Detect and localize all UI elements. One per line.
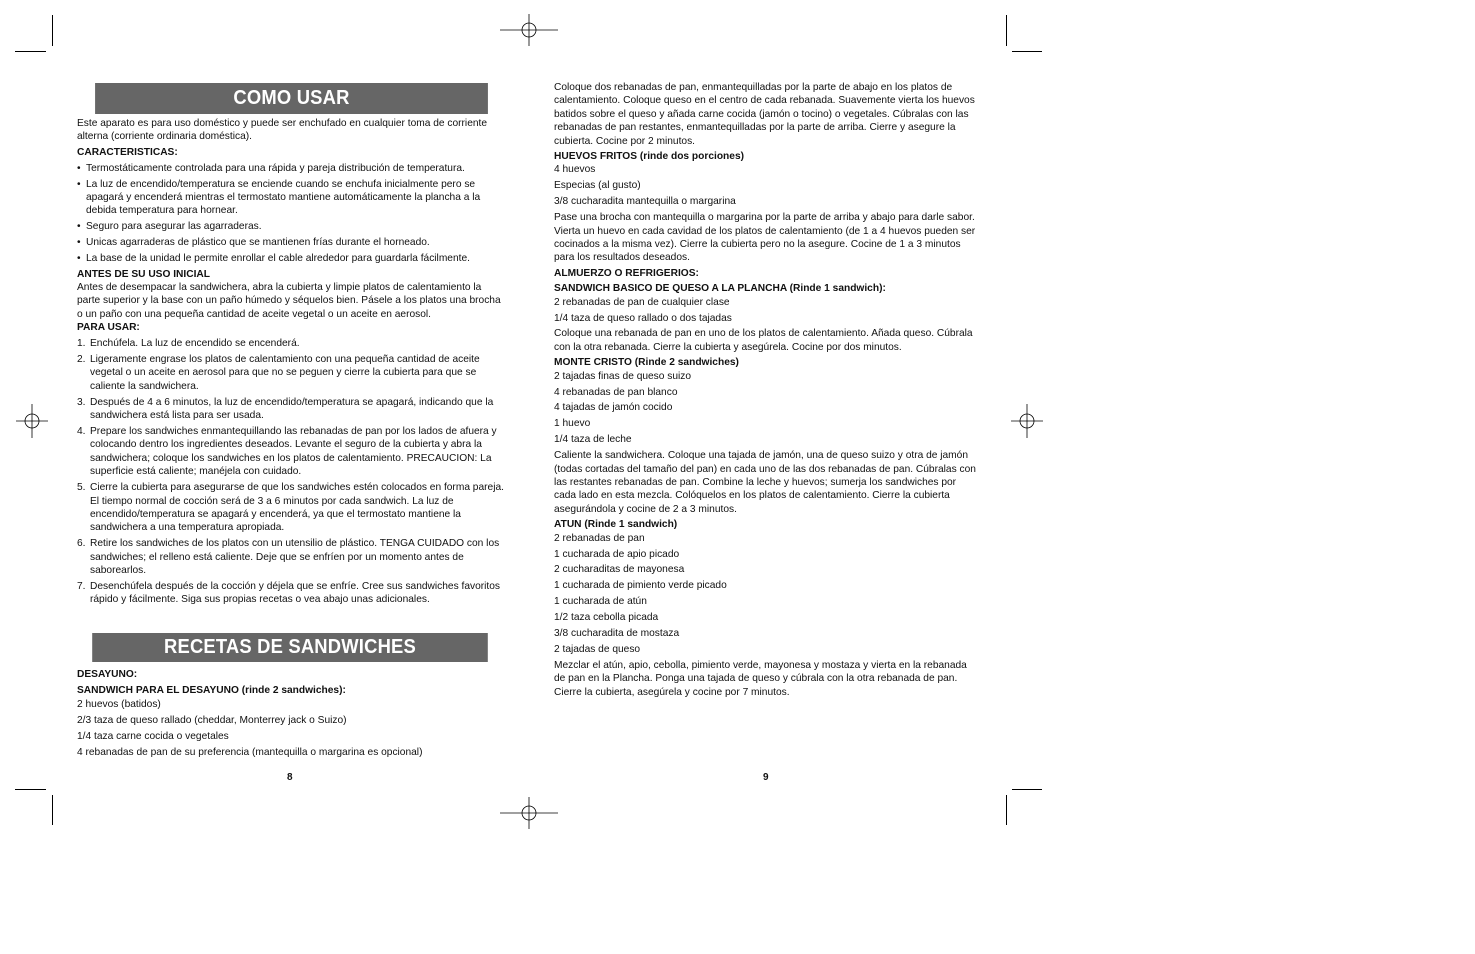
recetas-banner: RECETAS DE SANDWICHES [92, 633, 488, 662]
crop-mark [1012, 789, 1042, 790]
crop-mark [52, 15, 53, 46]
fried-eggs-method: Pase una brocha con mantequilla o margarina por la parte de arriba y abajo para darle sabor. Vierta un huevo en cada cavidad de los platos de calentamiento (de 1 a 4 huevos pueden ser cocinados a la misma vez). Cierre la cubierta pero no la asegure. Cocine de 1 a 3 minutos para los resultados deseados. [554, 212, 976, 264]
step-number: 6. [77, 538, 86, 550]
left-page [77, 83, 505, 607]
registration-mark-icon [500, 797, 558, 829]
intro-text: Este aparato es para uso doméstico y puede ser enchufado en cualquier toma de corriente alterna (corriente ordinaria doméstica). [77, 118, 488, 143]
list-item: 1 cucharada de apio picado [554, 548, 680, 560]
list-item: • La base de la unidad le permite enrollar el cable alrededor para guardarla fácilmente. [77, 252, 505, 265]
before-use-heading: ANTES DE SU USO INICIAL [77, 268, 211, 280]
list-item: 4 rebanadas de pan blanco [554, 386, 678, 398]
step-text: Después de 4 a 6 minutos, la luz de encendido/temperatura se apagará, indicando que la sandwichera está lista para ser usada. [90, 396, 494, 422]
list-item: 3/8 cucharadita de mostaza [554, 628, 680, 640]
step-text: Prepare los sandwiches enmantequillando las rebanadas de pan por los lados de afuera y colocando dentro los ingredientes deseados. Levante el seguro de la cubierta y abra la sandwichera; coloque los sandwiches en los platos de calentamiento. PRECAUCION: La superficie está caliente; manéjela con cuidado. [90, 426, 497, 478]
como-usar-banner: COMO USAR [95, 83, 488, 114]
registration-mark-icon [500, 14, 558, 46]
list-item [77, 353, 505, 393]
before-use-text: Antes de desempacar la sandwichera, abra la cubierta y limpie platos de calentamiento la parte superior y la base con un paño húmedo y séquelos bien. Pásele a los platos una brocha o un paño con una pequeña cantidad de aceite vegetal o un aceite en aerosol. [77, 281, 501, 320]
step-text: Retire los sandwiches de los platos con un utensilio de plástico. TENGA CUIDADO con los sandwiches; el relleno está caliente. Deje que se enfríen por un momento antes de saborearlos. [90, 538, 500, 577]
list-item: • La luz de encendido/temperatura se enciende cuando se enchufa inicialmente pero se apagará y encenderá mientras el termostato mantiene automáticamente la plancha a la debida temperatura para hornear. [77, 178, 505, 218]
list-item [77, 537, 505, 577]
page-number: 9 [763, 772, 769, 783]
breakfast-heading: DESAYUNO: [77, 669, 138, 680]
crop-mark [15, 789, 46, 790]
list-item [77, 425, 505, 479]
steps-list [77, 337, 505, 607]
list-item [77, 396, 505, 423]
crop-mark [1012, 51, 1042, 52]
step-number: 3. [77, 396, 86, 408]
crop-mark [15, 51, 46, 52]
step-text: Ligeramente engrase los platos de calentamiento con una pequeña cantidad de aceite vegetal o un aceite en aerosol para que no se peguen y cierre la cubierta para que se caliente la sandwichera. [90, 354, 480, 392]
cheese-sandwich-method: Coloque una rebanada de pan en uno de los platos de calentamiento. Añada queso. Cúbrala con la otra rebanada. Cierre la cubierta y asegúrela. Cocine por dos minutos. [554, 328, 973, 353]
list-item: 4 tajadas de jamón cocido [554, 402, 673, 414]
list-item: 2 cucharaditas de mayonesa [554, 564, 685, 576]
monte-cristo-method: Caliente la sandwichera. Coloque una tajada de jamón, una de queso suizo y otra de jamón (todas cortadas del tamaño del pan) en cada uno de las dos rebanadas de pan. Cúbralas con las restantes rebanadas de pan. Combine la leche y huevos; sumerja los sandwiches por cada lado en esta mezcla. Colóquelos en los platos de calentamiento. Cierre la cubierta asegurándola y cocine de 2 a 3 minutos. [554, 450, 976, 515]
list-item: 1 cucharada de atún [554, 596, 647, 608]
list-item: 2 tajadas finas de queso suizo [554, 370, 692, 382]
registration-mark-icon [1011, 404, 1043, 438]
fried-eggs-heading: HUEVOS FRITOS (rinde dos porciones) [554, 151, 745, 163]
crop-mark [1006, 795, 1007, 825]
list-item: 2/3 taza de queso rallado (cheddar, Monterrey jack o Suizo) [77, 714, 347, 726]
list-item: 2 rebanadas de pan [554, 532, 645, 544]
registration-mark-icon [16, 404, 48, 438]
page-number: 8 [287, 772, 293, 783]
right-page [554, 81, 980, 699]
monte-cristo-heading: MONTE CRISTO (Rinde 2 sandwiches) [554, 357, 739, 369]
list-item: 2 huevos (batidos) [77, 698, 161, 710]
list-item: • Termostáticamente controlada para una rápida y pareja distribución de temperatura. [77, 162, 505, 175]
list-item: 2 tajadas de queso [554, 643, 641, 655]
list-item: 4 huevos [554, 164, 596, 176]
list-item: • Seguro para asegurar las agarraderas. [77, 220, 505, 233]
cheese-sandwich-heading: SANDWICH BASICO DE QUESO A LA PLANCHA (Rinde 1 sandwich): [554, 283, 886, 295]
list-item: Especias (al gusto) [554, 180, 641, 192]
step-number: 2. [77, 354, 86, 365]
list-item: 4 rebanadas de pan de su preferencia (mantequilla o margarina es opcional) [77, 746, 423, 758]
list-item: 1/4 taza de leche [554, 434, 632, 446]
list-item: 1/4 taza carne cocida o vegetales [77, 730, 229, 742]
list-item: 1/2 taza cebolla picada [554, 612, 659, 624]
step-text: Desenchúfela después de la cocción y déjela que se enfríe. Cree sus sandwiches favoritos rápido y fácilmente. Siga sus propias recetas o vea abajo unas adicionales. [90, 581, 501, 606]
breakfast-sandwich-heading: SANDWICH PARA EL DESAYUNO (rinde 2 sandwiches): [77, 685, 346, 697]
step-number: 4. [77, 426, 86, 438]
list-item: 1/4 taza de queso rallado o dos tajadas [554, 312, 732, 324]
list-item [77, 580, 505, 607]
list-item: 1 cucharada de pimiento verde picado [554, 580, 727, 592]
list-item: 1 huevo [554, 418, 591, 430]
crop-mark [52, 795, 53, 825]
list-item [77, 337, 505, 350]
use-heading: PARA USAR: [77, 322, 140, 334]
tuna-heading: ATUN (Rinde 1 sandwich) [554, 519, 678, 531]
list-item: 3/8 cucharadita mantequilla o margarina [554, 196, 736, 208]
recipes-section [75, 633, 505, 759]
crop-mark [1006, 15, 1007, 46]
tuna-method: Mezclar el atún, apio, cebolla, pimiento verde, mayonesa y mostaza y vierta en la rebanada de pan en la Plancha. Ponga una tajada de queso y cúbrala con la otra rebanada de pan. Cierre la cubierta, asegúrela y cocine por 7 minutos. [554, 659, 967, 698]
step-number: 1. [77, 338, 86, 350]
list-item: • Unicas agarraderas de plástico que se mantienen frías durante el horneado. [77, 236, 505, 249]
list-item [77, 481, 505, 535]
features-heading: CARACTERISTICAS: [77, 146, 178, 158]
list-item: 2 rebanadas de pan de cualquier clase [554, 296, 730, 308]
step-text: Enchúfela. La luz de encendido se encenderá. [90, 338, 300, 350]
step-number: 5. [77, 482, 86, 494]
lunch-heading: ALMUERZO O REFRIGERIOS: [554, 267, 699, 279]
step-text: Cierre la cubierta para asegurarse de que los sandwiches estén colocados en forma pareja. El tiempo normal de cocción será de 3 a 6 minutos por cada sandwich. La luz de encendido/temperatura se apagará y encenderá, ya que el termostato mantiene la sandwichera a una temperatura apropiada. [90, 482, 504, 534]
features-list [77, 162, 505, 266]
step-number: 7. [77, 581, 86, 592]
breakfast-method: Coloque dos rebanadas de pan, enmantequilladas por la parte de abajo en los platos de calentamiento. Coloque queso en el centro de cada rebanada. Suavemente vierta los huevos batidos sobre el queso y añada carne cocida (jamón o tocino) o vegetales. Cúbralas con las rebanadas de pan restantes, enmantequilladas por la parte de arriba. Cierre y asegure la cubierta. Cocine por 2 minutos. [554, 82, 975, 147]
